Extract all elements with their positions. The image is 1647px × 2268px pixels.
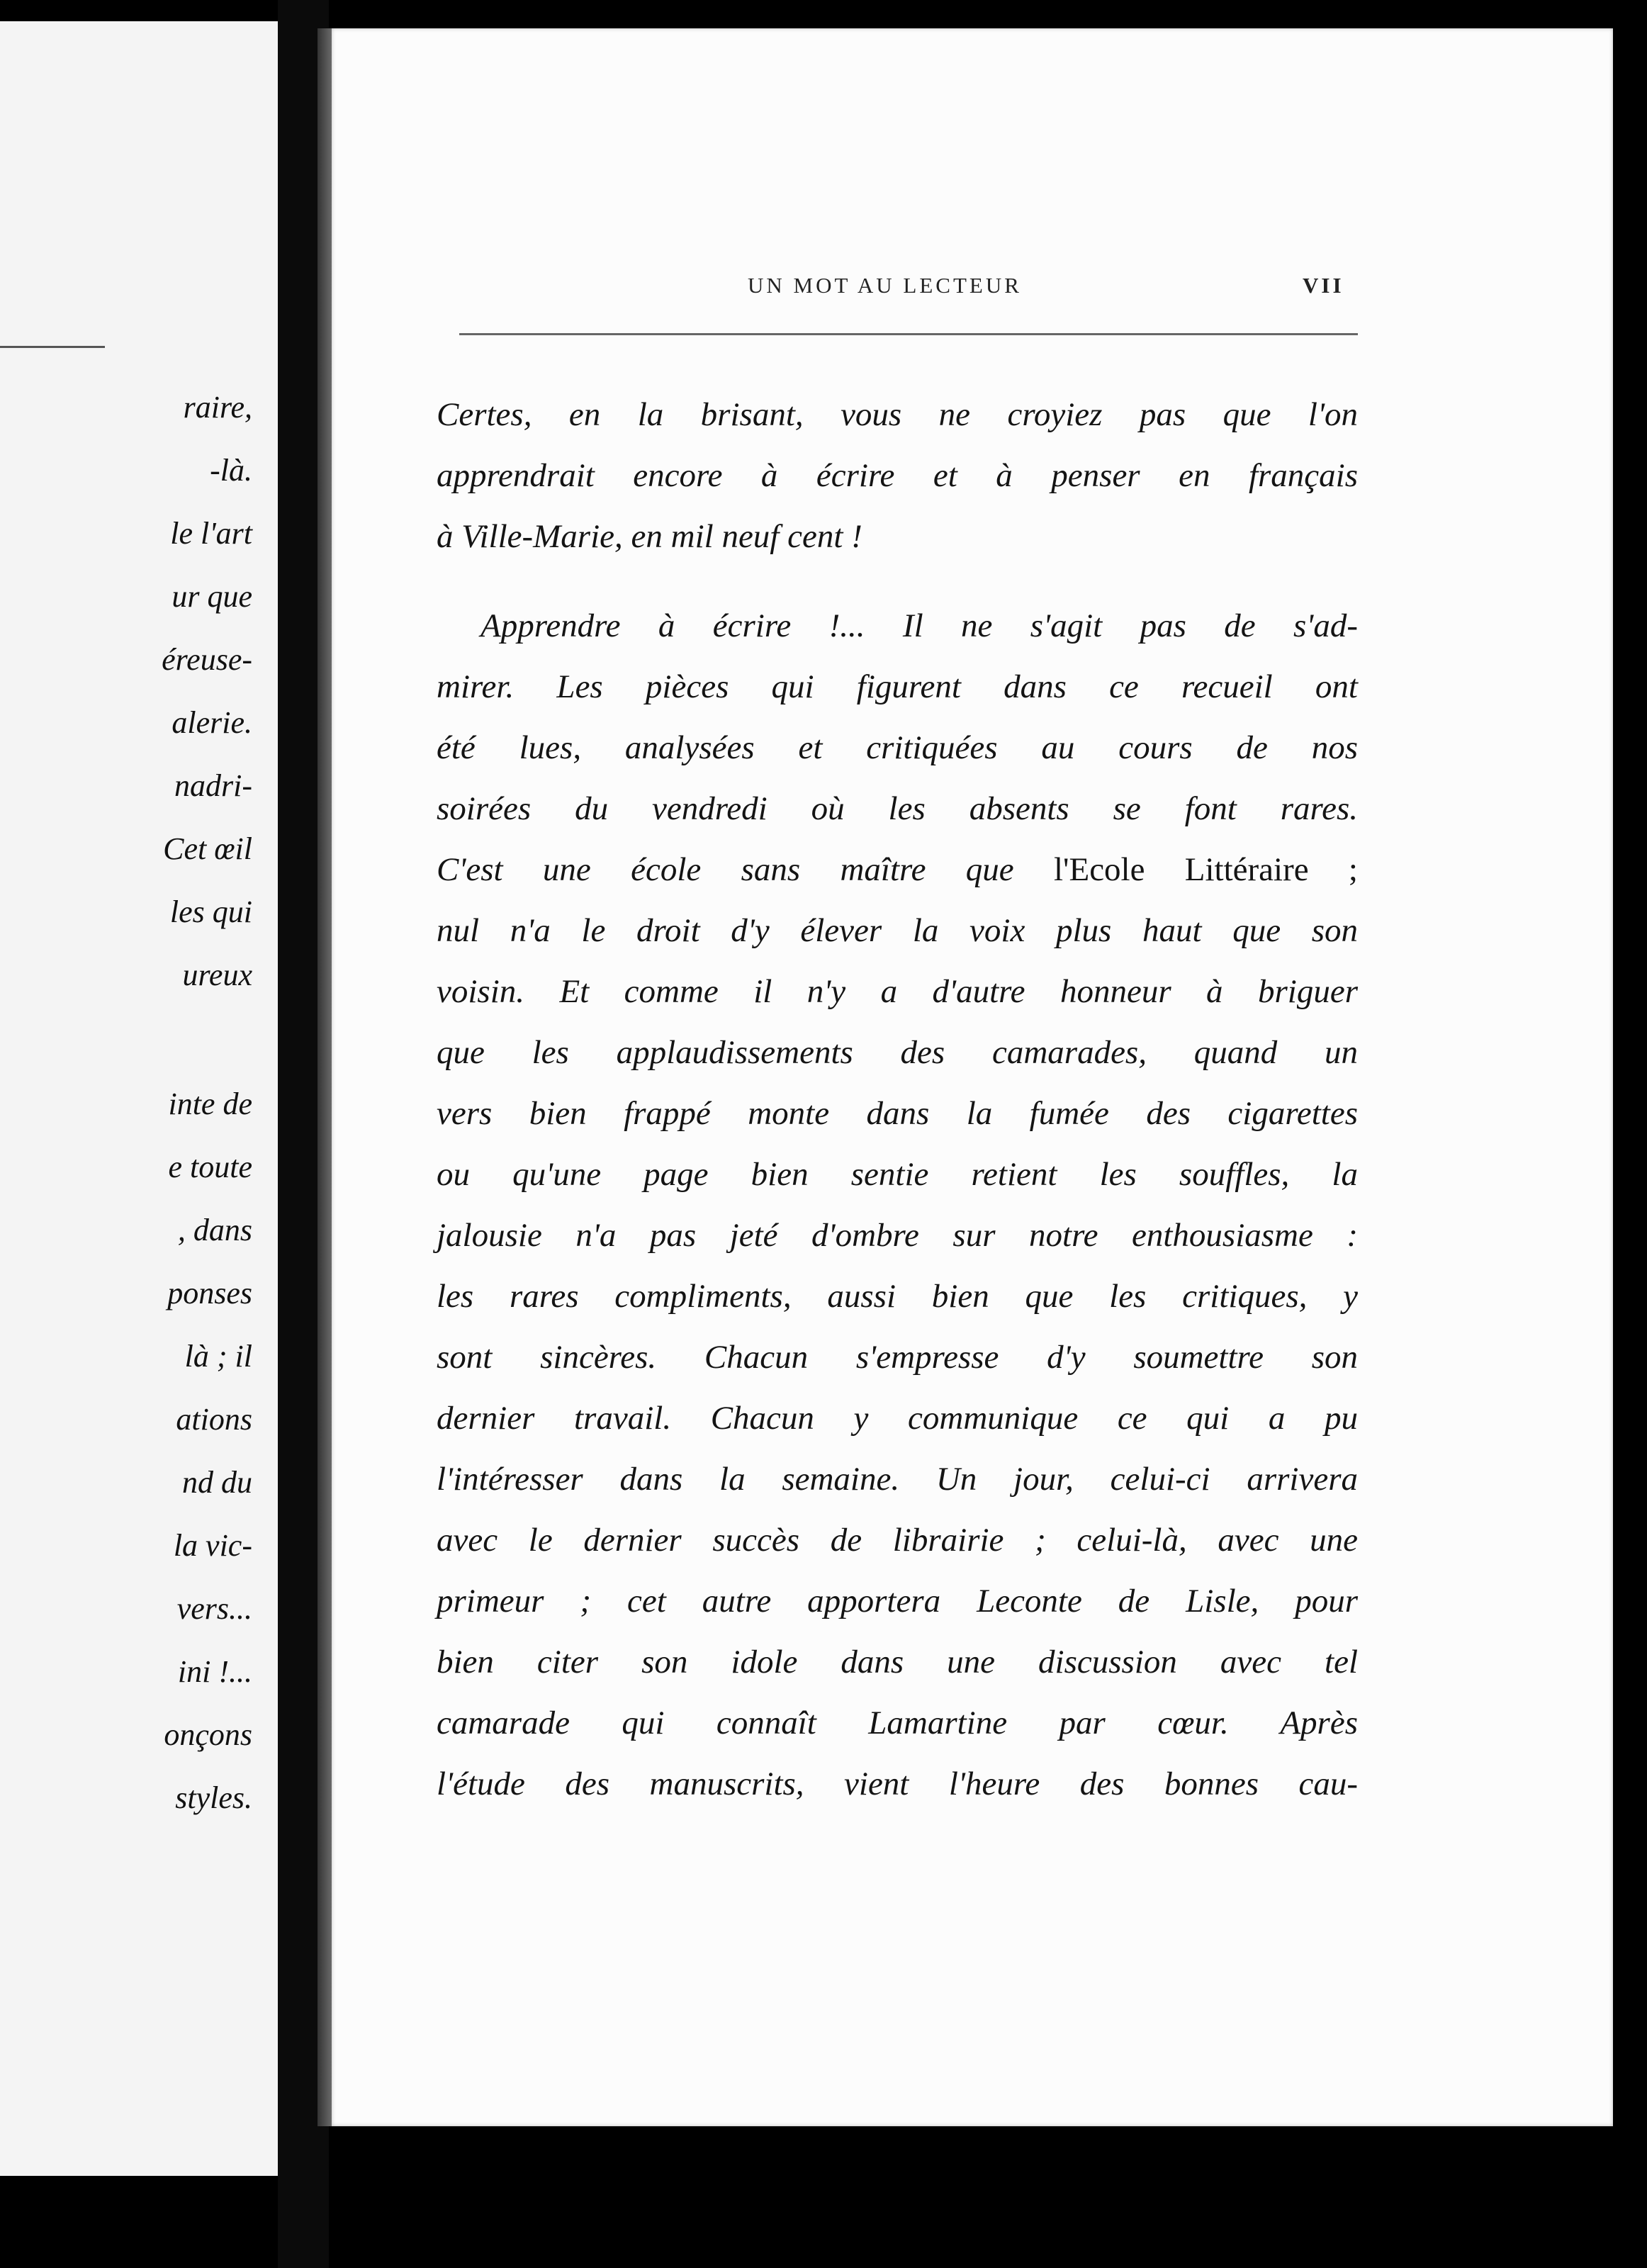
text-line: l'intéresser dans la semaine. Un jour, celui-ci arrivera [437,1461,1358,1498]
previous-page-line: la vic- [173,1528,252,1563]
text-line: mirer. Les pièces qui figurent dans ce recueil ont [437,668,1358,705]
text-line: Certes, en la brisant, vous ne croyiez pas que l'on [437,396,1358,433]
text-line: Apprendre à écrire !... Il ne s'agit pas de s'ad- [480,607,1358,644]
text-line: primeur ; cet autre apportera Leconte de Lisle, pour [437,1583,1358,1619]
previous-page-line: onçons [164,1717,252,1752]
text-line: ou qu'une page bien sentie retient les souffles, la [437,1156,1358,1193]
previous-page [0,21,278,2176]
previous-page-line: Cet œil [163,831,252,866]
text-line: sont sincères. Chacun s'empresse d'y soumettre son [437,1339,1358,1376]
text-line: été lues, analysées et critiquées au cours de nos [437,729,1358,766]
running-header-title: UN MOT AU LECTEUR [748,273,1022,298]
previous-page-line: ini !... [177,1654,252,1689]
text-line: l'étude des manuscrits, vient l'heure des bonnes cau- [437,1765,1358,1802]
previous-page-line: e toute [168,1150,252,1184]
previous-page-line: vers... [176,1591,252,1626]
previous-page-line: ur que [172,579,252,614]
text-line: jalousie n'a pas jeté d'ombre sur notre enthousiasme : [437,1217,1358,1254]
text-line: voisin. Et comme il n'y a d'autre honneur à briguer [437,973,1358,1010]
previous-page-line: styles. [175,1780,252,1815]
text-line: que les applaudissements des camarades, quand un [437,1034,1358,1071]
page-number: VII [1303,273,1344,298]
previous-page-line: nd du [182,1465,252,1500]
previous-page-paragraph-gap [162,1006,252,1072]
text-line: bien citer son idole dans une discussion avec tel [437,1644,1358,1680]
text-line: les rares compliments, aussi bien que les critiques, y [437,1278,1358,1315]
page-edge-shadow [317,28,332,2126]
running-header [332,273,1613,330]
text-line: apprendrait encore à écrire et à penser en français [437,457,1358,494]
paragraph-1 [437,384,1358,567]
previous-page-line: raire, [183,390,252,425]
text-line: nul n'a le droit d'y élever la voix plus haut que son [437,912,1358,949]
text-line: soirées du vendredi où les absents se font rares. [437,790,1358,827]
previous-page-line: les qui [169,894,252,929]
previous-page-text [162,376,252,1829]
text-line: vers bien frappé monte dans la fumée des cigarettes [437,1095,1358,1132]
ecole-litteraire-name: l'Ecole Littéraire ; [1053,851,1358,888]
previous-page-line: ations [176,1402,252,1437]
text-line: camarade qui connaît Lamartine par cœur. Après [437,1705,1358,1741]
previous-page-line: ureux [182,958,252,992]
page-body [437,384,1358,1814]
previous-page-line: nadri- [174,768,252,803]
text-line: avec le dernier succès de librairie ; celui-là, avec une [437,1522,1358,1559]
text-line: dernier travail. Chacun y communique ce qui a pu [437,1400,1358,1437]
current-page [332,28,1613,2126]
previous-page-line: éreuse- [162,642,252,677]
previous-page-header-rule [0,346,105,348]
header-rule [459,333,1358,335]
previous-page-line: -là. [210,453,252,488]
text-line-with-upright [437,839,1358,900]
previous-page-line: le l'art [170,516,252,551]
previous-page-line: inte de [168,1087,252,1121]
previous-page-line: , dans [177,1213,252,1247]
previous-page-line: ponses [167,1276,252,1310]
paragraph-gap [437,567,1358,595]
text-line: à Ville-Marie, en mil neuf cent ! [437,518,862,555]
paragraph-2 [437,595,1358,1814]
previous-page-line: là ; il [184,1339,252,1374]
previous-page-line: alerie. [172,705,252,740]
text-line-start: C'est une école sans maître que [437,851,1054,888]
